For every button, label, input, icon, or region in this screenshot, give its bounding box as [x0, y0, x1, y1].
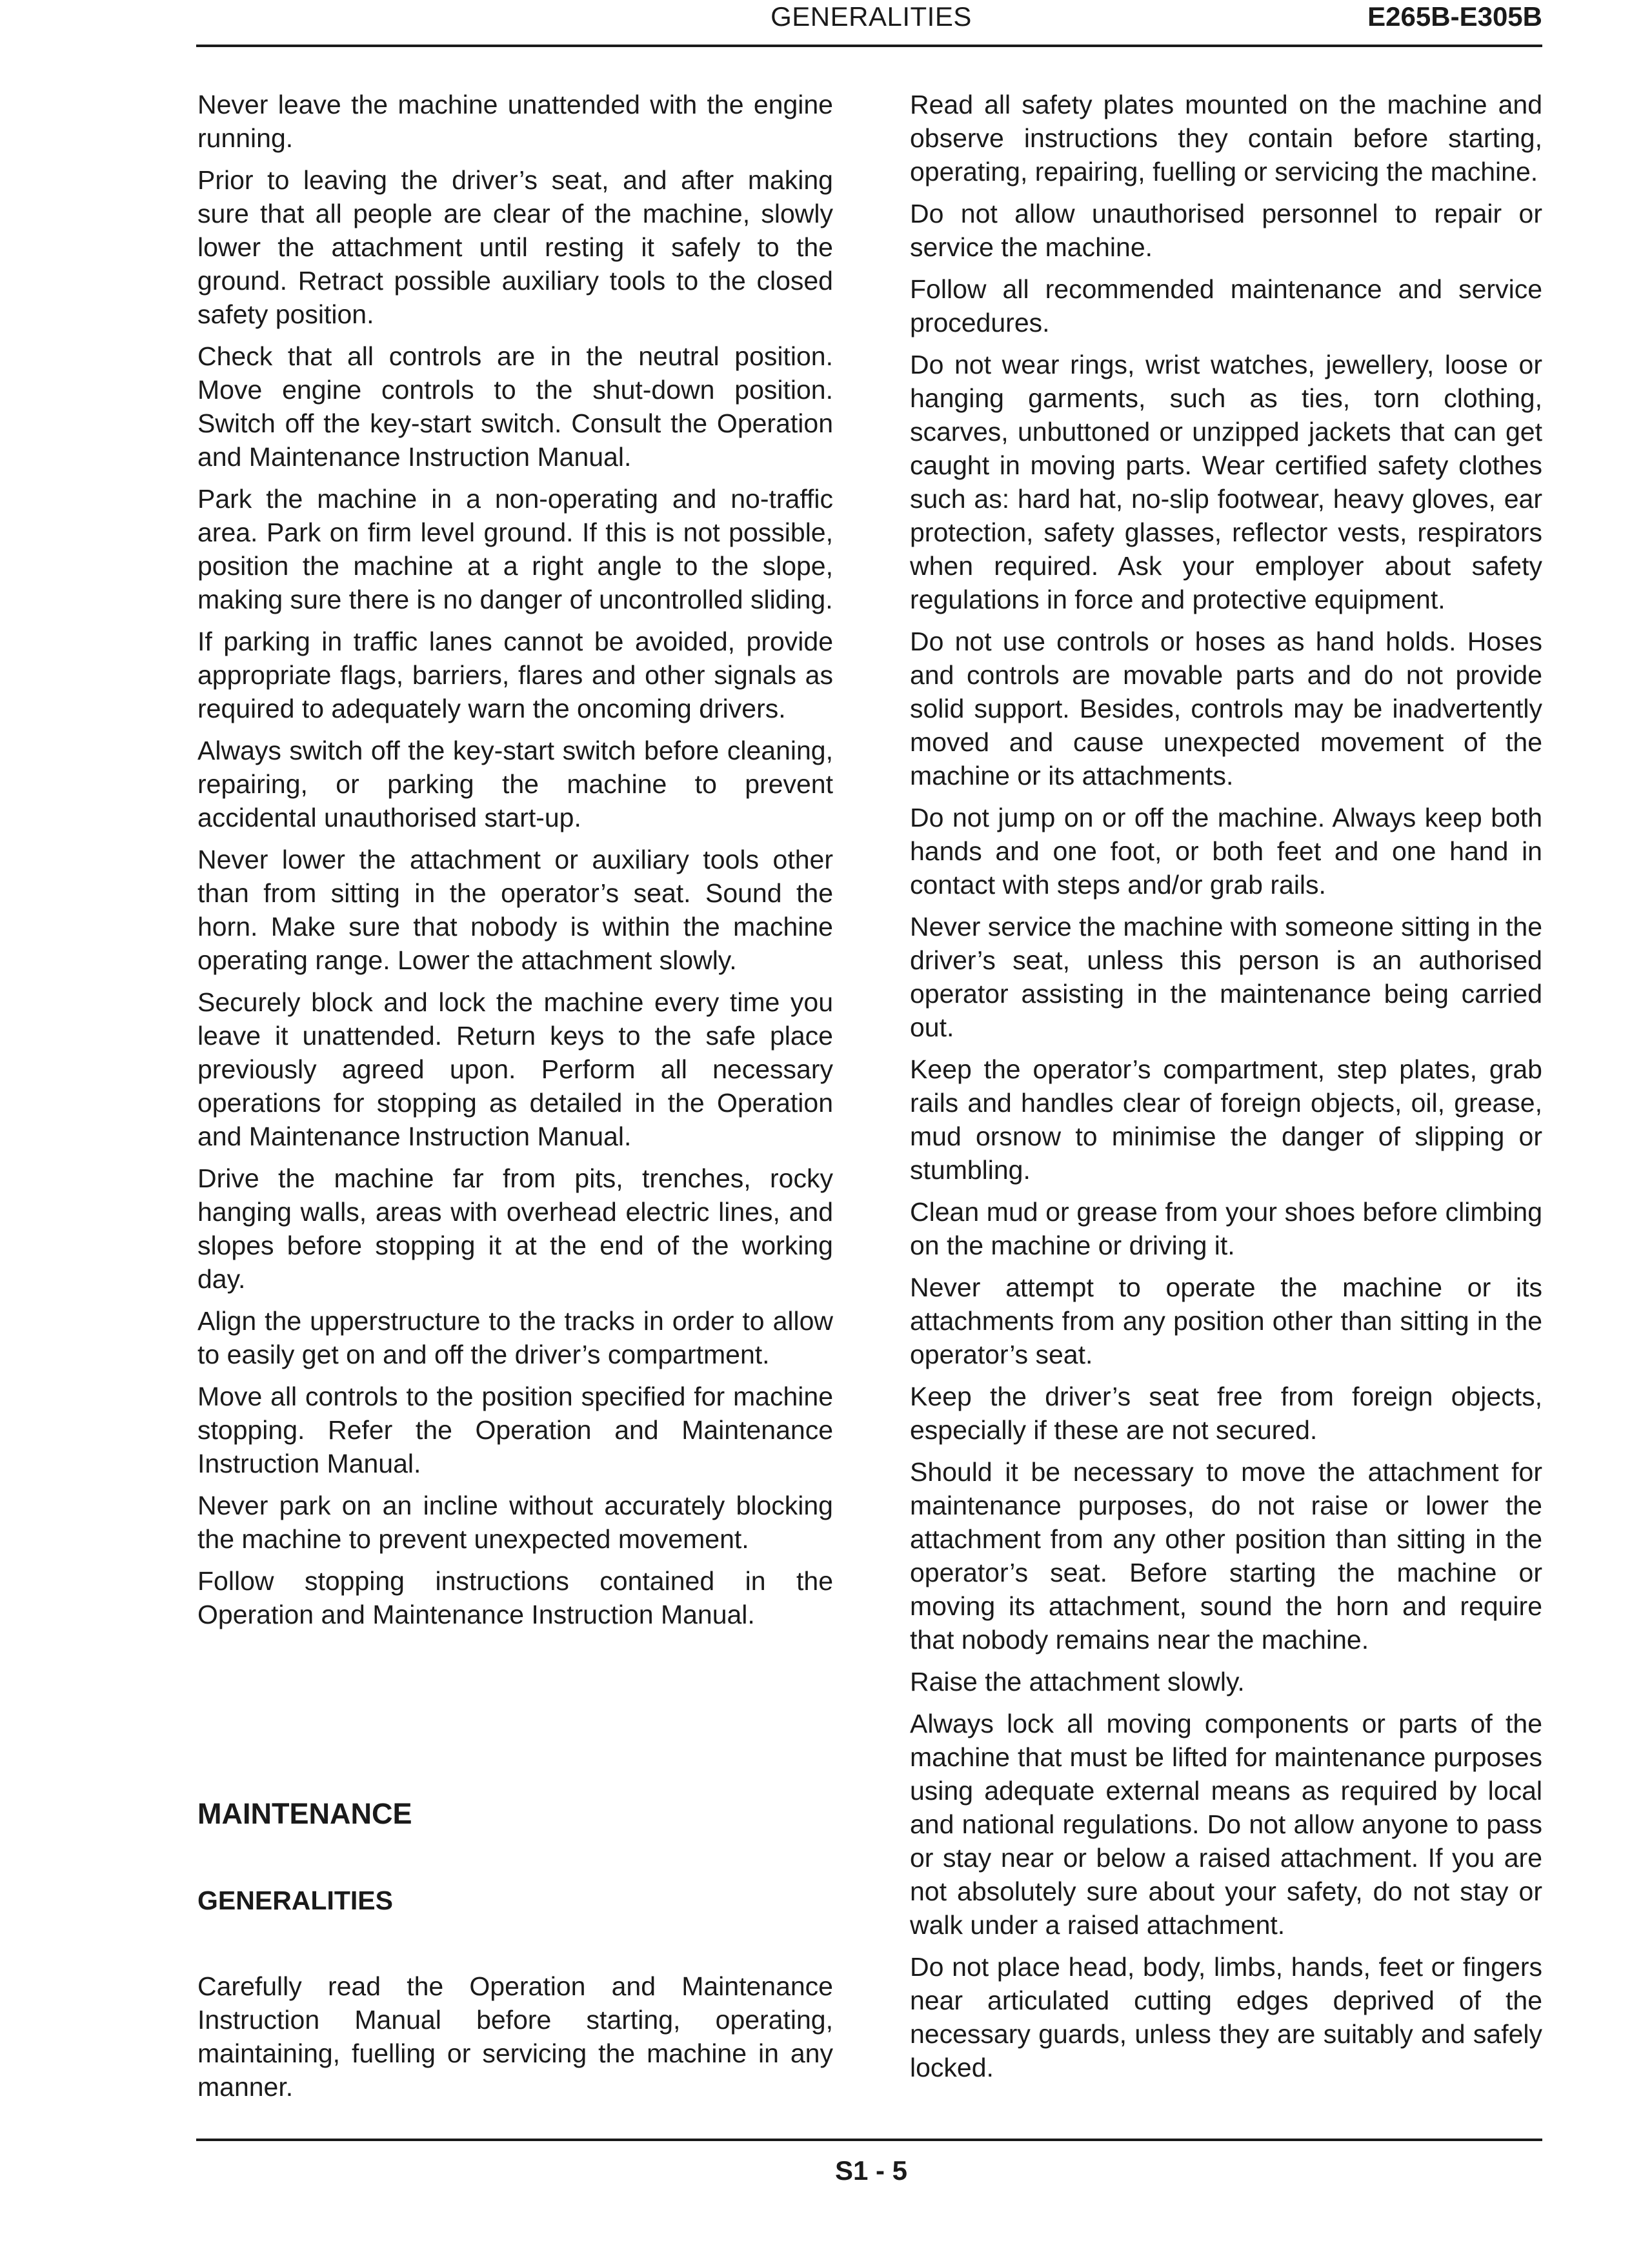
paragraph: Never lower the attachment or auxiliary tools other than from sitting in the operator’s seat. Sound the horn. Make sure that nobody is within the machine operating range. Lower the attachment slowly. [197, 845, 833, 975]
paragraph: Follow all recommended maintenance and service procedures. [910, 274, 1542, 337]
footer-rule [196, 2139, 1542, 2141]
paragraph: Park the machine in a non-operating and no-traffic area. Park on firm level ground. If this is not possible, position the machine at a right angle to the slope, making sure there is no danger of uncontrolled sliding. [197, 484, 833, 614]
paragraph: Prior to leaving the driver’s seat, and after making sure that all people are clear of the machine, slowly lower the attachment until resting it safely to the ground. Retract possible auxiliary tools to the closed safety position. [197, 165, 833, 329]
paragraph: Do not wear rings, wrist watches, jewellery, loose or hanging garments, such as ties, torn clothing, scarves, unbuttoned or unzipped jackets that can get caught in moving parts. Wear certified safety clothes such as: hard hat, no-slip footwear, heavy gloves, ear protection, safety glasses, reflector vests, respirators when required. Ask your employer about safety regulations in force and protective equipment. [910, 350, 1542, 614]
paragraph: Align the upperstructure to the tracks in order to allow to easily get on and off the driver’s compartment. [197, 1306, 833, 1369]
subsection-heading-generalities: GENERALITIES [197, 1886, 393, 1915]
paragraph: Never park on an incline without accurately blocking the machine to prevent unexpected movement. [197, 1491, 833, 1554]
left-column [197, 88, 833, 1640]
paragraph: Securely block and lock the machine every time you leave it unattended. Return keys to the safe place previously agreed upon. Perform all necessary operations for stopping as detailed in the Operation and Maintenance Instruction Manual. [197, 987, 833, 1151]
paragraph: Never leave the machine unattended with the engine running. [197, 90, 833, 153]
header-model: E265B-E305B [1367, 1, 1542, 32]
paragraph: Follow stopping instructions contained in the Operation and Maintenance Instruction Manual. [197, 1566, 833, 1629]
paragraph: Should it be necessary to move the attachment for maintenance purposes, do not raise or lower the attachment from any other position than sitting in the operator’s seat. Before starting the machine or moving its attachment, sound the horn and require that nobody remains near the machine. [910, 1457, 1542, 1655]
page-number: S1 - 5 [834, 2155, 908, 2186]
paragraph: Do not use controls or hoses as hand holds. Hoses and controls are movable parts and do not provide solid support. Besides, controls may be inadvertently moved and cause unexpected movement of the machine or its attachments. [910, 627, 1542, 790]
paragraph: Drive the machine far from pits, trenches, rocky hanging walls, areas with overhead electric lines, and slopes before stopping it at the end of the working day. [197, 1163, 833, 1294]
header-rule [196, 45, 1542, 47]
paragraph: Check that all controls are in the neutral position. Move engine controls to the shut-down position. Switch off the key-start switch. Consult the Operation and Maintenance Instruction Manual. [197, 341, 833, 472]
paragraph: Do not place head, body, limbs, hands, feet or fingers near articulated cutting edges deprived of the necessary guards, unless they are suitably and safely locked. [910, 1952, 1542, 2082]
header-section-title: GENERALITIES [771, 1, 972, 32]
paragraph: Read all safety plates mounted on the machine and observe instructions they contain before starting, operating, repairing, fuelling or servicing the machine. [910, 90, 1542, 186]
paragraph: Always switch off the key-start switch before cleaning, repairing, or parking the machine to prevent accidental unauthorised start-up. [197, 736, 833, 832]
right-column [910, 88, 1542, 2093]
paragraph: Clean mud or grease from your shoes before climbing on the machine or driving it. [910, 1197, 1542, 1260]
paragraph: Keep the driver’s seat free from foreign objects, especially if these are not secured. [910, 1382, 1542, 1445]
section-heading-maintenance: MAINTENANCE [197, 1797, 412, 1830]
paragraph: Raise the attachment slowly. [910, 1667, 1245, 1696]
paragraph: Always lock all moving components or parts of the machine that must be lifted for maintenance purposes using adequate external means as required by local and national regulations. Do not allow anyone to pass or stay near or below a raised attachment. If you are not absolutely sure about your safety, do not stay or walk under a raised attachment. [910, 1709, 1542, 1940]
paragraph: Do not jump on or off the machine. Always keep both hands and one foot, or both feet and one hand in contact with steps and/or grab rails. [910, 803, 1542, 900]
paragraph: If parking in traffic lanes cannot be avoided, provide appropriate flags, barriers, flares and other signals as required to adequately warn the oncoming drivers. [197, 627, 833, 723]
paragraph: Do not allow unauthorised personnel to repair or service the machine. [910, 199, 1542, 262]
paragraph: Move all controls to the position specified for machine stopping. Refer the Operation and Maintenance Instruction Manual. [197, 1382, 833, 1478]
paragraph: Never service the machine with someone sitting in the driver’s seat, unless this person is an authorised operator assisting in the maintenance being carried out. [910, 912, 1542, 1042]
paragraph: Never attempt to operate the machine or its attachments from any position other than sitting in the operator’s seat. [910, 1273, 1542, 1369]
paragraph: Carefully read the Operation and Maintenance Instruction Manual before starting, operating, maintaining, fuelling or servicing the machine in any manner. [197, 1971, 833, 2102]
paragraph: Keep the operator’s compartment, step plates, grab rails and handles clear of foreign objects, oil, grease, mud orsnow to minimise the danger of slipping or stumbling. [910, 1054, 1542, 1185]
